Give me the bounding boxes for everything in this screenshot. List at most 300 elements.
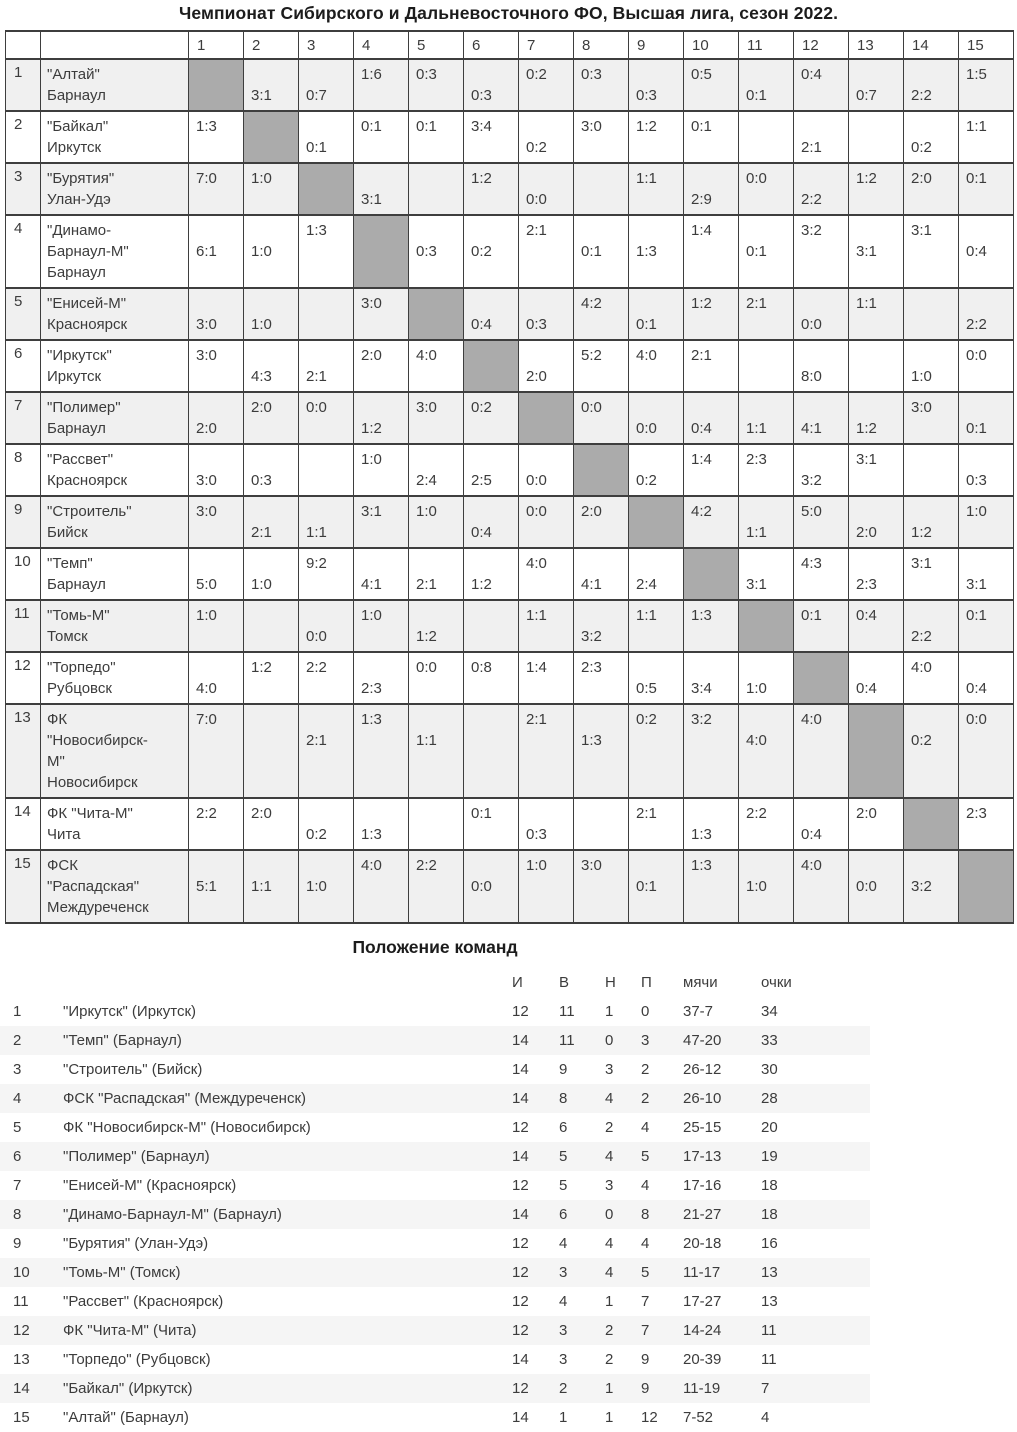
score-line-top: 3:4 (471, 118, 492, 135)
score-line-top (794, 293, 848, 314)
score-line-top (464, 449, 518, 470)
score-line-bottom: 0:1 (746, 243, 767, 260)
score-line-top: 0:0 (306, 399, 327, 416)
standings-wins: 9 (559, 1061, 568, 1078)
score-line-top (629, 553, 683, 574)
score-line-bottom (244, 418, 298, 439)
score-line-bottom: 3:1 (746, 576, 767, 593)
score-cell (299, 600, 354, 652)
score-line-bottom: 4:1 (361, 576, 382, 593)
score-line-top (629, 293, 683, 314)
team-number: 5 (6, 288, 41, 340)
score-line-bottom (794, 574, 848, 595)
score-line-bottom (464, 678, 518, 699)
score-cell (189, 600, 244, 652)
score-line-top (519, 803, 573, 824)
score-line-top (189, 553, 243, 574)
score-line-top: 3:0 (416, 399, 437, 416)
score-line-bottom (354, 366, 408, 387)
standings-row (0, 1258, 870, 1287)
team-name-line: Иркутск (47, 368, 102, 385)
score-cell (354, 288, 409, 340)
standings-team: "Байкал" (Иркутск) (63, 1380, 193, 1397)
score-cell (244, 59, 299, 111)
score-line-bottom: 0:2 (911, 732, 932, 749)
standings-losses: 0 (641, 1003, 650, 1020)
score-line-bottom (354, 137, 408, 158)
score-cell (409, 704, 464, 798)
score-line-bottom (464, 730, 518, 751)
score-line-top (244, 345, 298, 366)
standings-losses: 7 (641, 1293, 650, 1310)
team-row (6, 340, 1014, 392)
standings-goals: 26-10 (683, 1090, 722, 1107)
score-line-top: 0:8 (471, 659, 492, 676)
score-line-top: 3:1 (856, 451, 877, 468)
score-line-bottom: 0:7 (306, 87, 327, 104)
score-line-top (519, 116, 573, 137)
score-line-top (739, 345, 793, 366)
score-line-top (684, 657, 738, 678)
score-line-bottom: 0:2 (471, 243, 492, 260)
standings-team: "Бурятия" (Улан-Удэ) (63, 1235, 209, 1252)
score-cell (904, 340, 959, 392)
score-line-top (629, 397, 683, 418)
score-line-bottom (959, 366, 1013, 387)
score-line-top (299, 449, 353, 470)
score-cell (354, 444, 409, 496)
score-line-bottom: 2:1 (416, 576, 437, 593)
standings-goals: 25-15 (683, 1119, 722, 1136)
score-line-top: 1:2 (856, 170, 877, 187)
score-line-top (299, 116, 353, 137)
standings-wins: 8 (559, 1090, 568, 1107)
score-cell (464, 798, 519, 850)
score-line-top: 1:3 (691, 857, 712, 874)
score-line-bottom: 1:0 (746, 680, 767, 697)
standings-goals: 21-27 (683, 1206, 722, 1223)
score-cell (354, 59, 409, 111)
score-line-bottom (574, 522, 628, 543)
score-cell (464, 444, 519, 496)
score-line-top: 3:1 (911, 222, 932, 239)
score-cell (794, 59, 849, 111)
score-line-top (959, 293, 1013, 314)
score-cell (904, 59, 959, 111)
team-row (6, 111, 1014, 163)
standings-played: 14 (512, 1351, 529, 1368)
score-line-top: 3:0 (361, 295, 382, 312)
score-line-top: 1:5 (966, 66, 987, 83)
score-line-top: 0:1 (416, 118, 437, 135)
standings-position: 5 (13, 1119, 22, 1136)
score-line-top: 1:2 (636, 118, 657, 135)
score-line-bottom: 0:1 (306, 139, 327, 156)
standings-draws: 1 (605, 1409, 614, 1426)
team-name (41, 163, 189, 215)
score-line-bottom (849, 314, 903, 335)
score-line-top (409, 553, 463, 574)
score-line-top: 1:3 (361, 711, 382, 728)
standings-goals: 20-18 (683, 1235, 722, 1252)
empty-score-cell (464, 600, 519, 652)
score-line-bottom: 0:3 (471, 87, 492, 104)
score-line-bottom (519, 678, 573, 699)
score-line-bottom (849, 366, 903, 387)
score-line-bottom (739, 137, 793, 158)
score-line-top (464, 605, 518, 626)
score-line-top (519, 345, 573, 366)
score-cell (629, 111, 684, 163)
score-line-top (849, 553, 903, 574)
team-name-line: Барнаул-М" (47, 243, 129, 260)
cross-col-header: 2 (244, 31, 299, 59)
score-cell (959, 340, 1014, 392)
score-line-bottom: 3:0 (196, 316, 217, 333)
score-cell (189, 496, 244, 548)
standings-row (0, 1374, 870, 1403)
score-line-top: 1:1 (856, 295, 877, 312)
score-line-bottom (904, 678, 958, 699)
score-cell (354, 496, 409, 548)
score-line-bottom (519, 85, 573, 106)
score-line-top: 7:0 (196, 711, 217, 728)
score-line-top: 1:2 (251, 659, 272, 676)
score-line-bottom: 0:4 (801, 826, 822, 843)
standings-position: 10 (13, 1264, 30, 1281)
score-line-bottom: 0:0 (856, 878, 877, 895)
cross-col-header: 5 (409, 31, 464, 59)
standings-played: 12 (512, 1322, 529, 1339)
score-cell (464, 215, 519, 288)
score-line-top: 0:1 (691, 118, 712, 135)
team-name-line: "Бурятия" (47, 170, 115, 187)
score-line-bottom: 4:1 (801, 420, 822, 437)
standings-wins: 6 (559, 1206, 568, 1223)
score-line-bottom: 0:3 (251, 472, 272, 489)
standings-points: 28 (761, 1090, 778, 1107)
diagonal-cell (904, 798, 959, 850)
team-name-line: "Темп" (47, 555, 93, 572)
score-cell (244, 850, 299, 923)
standings-draws: 4 (605, 1090, 614, 1107)
standings-draws: 3 (605, 1061, 614, 1078)
team-number: 11 (6, 600, 41, 652)
cross-col-header: 14 (904, 31, 959, 59)
score-line-bottom (849, 824, 903, 845)
score-cell (299, 652, 354, 704)
score-line-bottom (409, 824, 463, 845)
standings-losses: 7 (641, 1322, 650, 1339)
score-line-bottom (244, 678, 298, 699)
score-cell (684, 163, 739, 215)
score-line-top (739, 709, 793, 730)
score-line-bottom: 0:2 (526, 139, 547, 156)
score-cell (189, 392, 244, 444)
standings-draws: 2 (605, 1351, 614, 1368)
score-cell (189, 111, 244, 163)
score-line-top (959, 657, 1013, 678)
standings-played: 14 (512, 1061, 529, 1078)
score-line-bottom (189, 366, 243, 387)
score-line-top (739, 553, 793, 574)
standings-played: 12 (512, 1235, 529, 1252)
score-cell (299, 111, 354, 163)
score-line-top (904, 116, 958, 137)
score-line-bottom (904, 314, 958, 335)
score-line-bottom: 0:4 (966, 680, 987, 697)
score-line-bottom (684, 85, 738, 106)
standings-points: 19 (761, 1148, 778, 1165)
standings-points: 7 (761, 1380, 770, 1397)
score-cell (904, 215, 959, 288)
empty-score-cell (409, 163, 464, 215)
score-line-bottom (684, 241, 738, 262)
standings-goals: 11-19 (683, 1380, 721, 1397)
score-line-top: 2:1 (691, 347, 712, 364)
standings-points: 30 (761, 1061, 778, 1078)
score-cell (904, 704, 959, 798)
score-line-bottom: 0:4 (471, 524, 492, 541)
team-number: 2 (6, 111, 41, 163)
score-line-top (739, 501, 793, 522)
score-line-bottom: 0:3 (636, 87, 657, 104)
score-line-top: 3:0 (196, 347, 217, 364)
score-line-bottom (464, 189, 518, 210)
score-cell (849, 392, 904, 444)
score-line-bottom: 2:2 (966, 316, 987, 333)
score-line-top (519, 168, 573, 189)
score-cell (904, 850, 959, 923)
team-name (41, 704, 189, 798)
score-cell (574, 652, 629, 704)
score-line-bottom: 2:3 (361, 680, 382, 697)
score-line-top (904, 855, 958, 876)
score-line-top: 4:0 (636, 347, 657, 364)
score-line-bottom (684, 470, 738, 491)
score-cell (794, 850, 849, 923)
team-number: 3 (6, 163, 41, 215)
score-line-bottom (904, 418, 958, 439)
score-line-bottom: 0:0 (801, 316, 822, 333)
standings-played: 14 (512, 1090, 529, 1107)
score-line-bottom (189, 626, 243, 647)
score-line-bottom (244, 189, 298, 210)
standings-position: 2 (13, 1032, 22, 1049)
standings-points: 18 (761, 1206, 778, 1223)
score-line-top (244, 605, 298, 626)
score-line-top (849, 855, 903, 876)
empty-score-cell (299, 444, 354, 496)
score-line-top (849, 64, 903, 85)
score-cell (409, 392, 464, 444)
team-name-line: "Рассвет" (47, 451, 114, 468)
diagonal-cell (629, 496, 684, 548)
score-cell (794, 496, 849, 548)
team-number: 15 (6, 850, 41, 923)
standings-col-header: П (641, 973, 652, 991)
score-line-top (849, 220, 903, 241)
score-cell (574, 111, 629, 163)
standings-points: 4 (761, 1409, 770, 1426)
score-cell (354, 798, 409, 850)
diagonal-cell (409, 288, 464, 340)
score-cell (189, 850, 244, 923)
team-name-line: "Енисей-М" (47, 295, 127, 312)
score-line-bottom (409, 522, 463, 543)
score-cell (684, 496, 739, 548)
score-line-top (244, 64, 298, 85)
score-line-top: 2:2 (306, 659, 327, 676)
score-cell (299, 340, 354, 392)
score-cell (244, 288, 299, 340)
score-line-top (464, 709, 518, 730)
score-line-top (244, 293, 298, 314)
score-cell (849, 850, 904, 923)
score-cell (794, 340, 849, 392)
standings-team: "Динамо-Барнаул-М" (Барнаул) (63, 1206, 282, 1223)
score-line-top (574, 605, 628, 626)
standings-team: "Томь-М" (Томск) (63, 1264, 181, 1281)
score-line-top: 1:0 (361, 451, 382, 468)
empty-score-cell (409, 798, 464, 850)
score-line-top (904, 605, 958, 626)
score-line-bottom (684, 730, 738, 751)
score-line-top: 1:0 (251, 170, 272, 187)
score-cell (959, 548, 1014, 600)
standings-row (0, 1113, 870, 1142)
score-line-top: 0:1 (966, 607, 987, 624)
score-line-bottom: 2:9 (691, 191, 712, 208)
score-cell (959, 444, 1014, 496)
score-line-top: 3:2 (691, 711, 712, 728)
score-line-bottom (354, 314, 408, 335)
score-line-bottom (299, 470, 353, 491)
standings-points: 20 (761, 1119, 778, 1136)
score-line-top: 2:0 (856, 805, 877, 822)
score-cell (299, 496, 354, 548)
score-line-top: 0:2 (636, 711, 657, 728)
score-line-top: 4:0 (911, 659, 932, 676)
standings-goals: 14-24 (683, 1322, 722, 1339)
standings-position: 4 (13, 1090, 22, 1107)
standings-losses: 9 (641, 1351, 650, 1368)
score-line-bottom (684, 522, 738, 543)
score-line-bottom: 4:0 (196, 680, 217, 697)
score-cell (794, 288, 849, 340)
score-line-bottom (739, 470, 793, 491)
score-line-top: 5:0 (801, 503, 822, 520)
score-cell (684, 111, 739, 163)
score-line-bottom (299, 418, 353, 439)
score-line-bottom (299, 241, 353, 262)
score-line-bottom (299, 314, 353, 335)
score-line-top (299, 345, 353, 366)
team-row (6, 548, 1014, 600)
team-row (6, 652, 1014, 704)
score-line-bottom (684, 137, 738, 158)
score-line-bottom (354, 626, 408, 647)
score-cell (244, 444, 299, 496)
score-line-bottom: 2:4 (416, 472, 437, 489)
standings-wins: 4 (559, 1235, 568, 1252)
score-cell (409, 548, 464, 600)
standings-draws: 2 (605, 1322, 614, 1339)
score-cell (574, 600, 629, 652)
diagonal-cell (849, 704, 904, 798)
standings-position: 11 (13, 1293, 29, 1310)
score-line-top: 2:2 (746, 805, 767, 822)
score-line-bottom (574, 137, 628, 158)
score-line-top: 4:0 (361, 857, 382, 874)
score-line-bottom: 2:1 (306, 732, 327, 749)
score-cell (959, 288, 1014, 340)
score-line-bottom (464, 418, 518, 439)
score-line-top (409, 605, 463, 626)
score-line-top: 2:0 (911, 170, 932, 187)
score-line-top (739, 64, 793, 85)
standings-losses: 3 (641, 1032, 650, 1049)
score-line-bottom: 2:1 (306, 368, 327, 385)
score-cell (354, 548, 409, 600)
diagonal-cell (519, 392, 574, 444)
diagonal-cell (684, 548, 739, 600)
score-line-bottom: 0:1 (581, 243, 602, 260)
score-line-bottom (574, 418, 628, 439)
team-name-line: Красноярск (47, 316, 128, 333)
standings-goals: 17-13 (683, 1148, 722, 1165)
score-line-top: 2:0 (251, 805, 272, 822)
score-line-top (739, 855, 793, 876)
standings-team: "Строитель" (Бийск) (63, 1061, 203, 1078)
score-line-top: 3:0 (911, 399, 932, 416)
score-cell (904, 111, 959, 163)
score-line-top: 1:1 (636, 170, 657, 187)
cross-col-header: 13 (849, 31, 904, 59)
score-line-bottom (849, 137, 903, 158)
score-line-top: 3:1 (911, 555, 932, 572)
team-number: 12 (6, 652, 41, 704)
score-line-top (629, 220, 683, 241)
team-name (41, 215, 189, 288)
score-line-bottom (849, 189, 903, 210)
score-cell (684, 59, 739, 111)
score-line-bottom: 0:0 (526, 191, 547, 208)
score-line-top (904, 64, 958, 85)
score-line-bottom (464, 824, 518, 845)
standings-draws: 2 (605, 1119, 614, 1136)
score-cell (959, 704, 1014, 798)
standings-draws: 1 (605, 1293, 614, 1310)
score-line-bottom (409, 366, 463, 387)
team-name (41, 392, 189, 444)
team-name-line: Междуреченск (47, 899, 149, 916)
score-cell (189, 163, 244, 215)
score-line-top: 2:0 (251, 399, 272, 416)
score-line-top (189, 293, 243, 314)
score-line-bottom (464, 626, 518, 647)
score-line-bottom (629, 189, 683, 210)
score-line-top (629, 855, 683, 876)
score-line-bottom (354, 85, 408, 106)
score-line-bottom (959, 137, 1013, 158)
score-line-top: 0:0 (581, 399, 602, 416)
score-line-bottom: 1:1 (746, 420, 767, 437)
standings-position: 9 (13, 1235, 22, 1252)
score-line-bottom: 1:2 (416, 628, 437, 645)
score-cell (244, 163, 299, 215)
score-line-top: 4:2 (581, 295, 602, 312)
